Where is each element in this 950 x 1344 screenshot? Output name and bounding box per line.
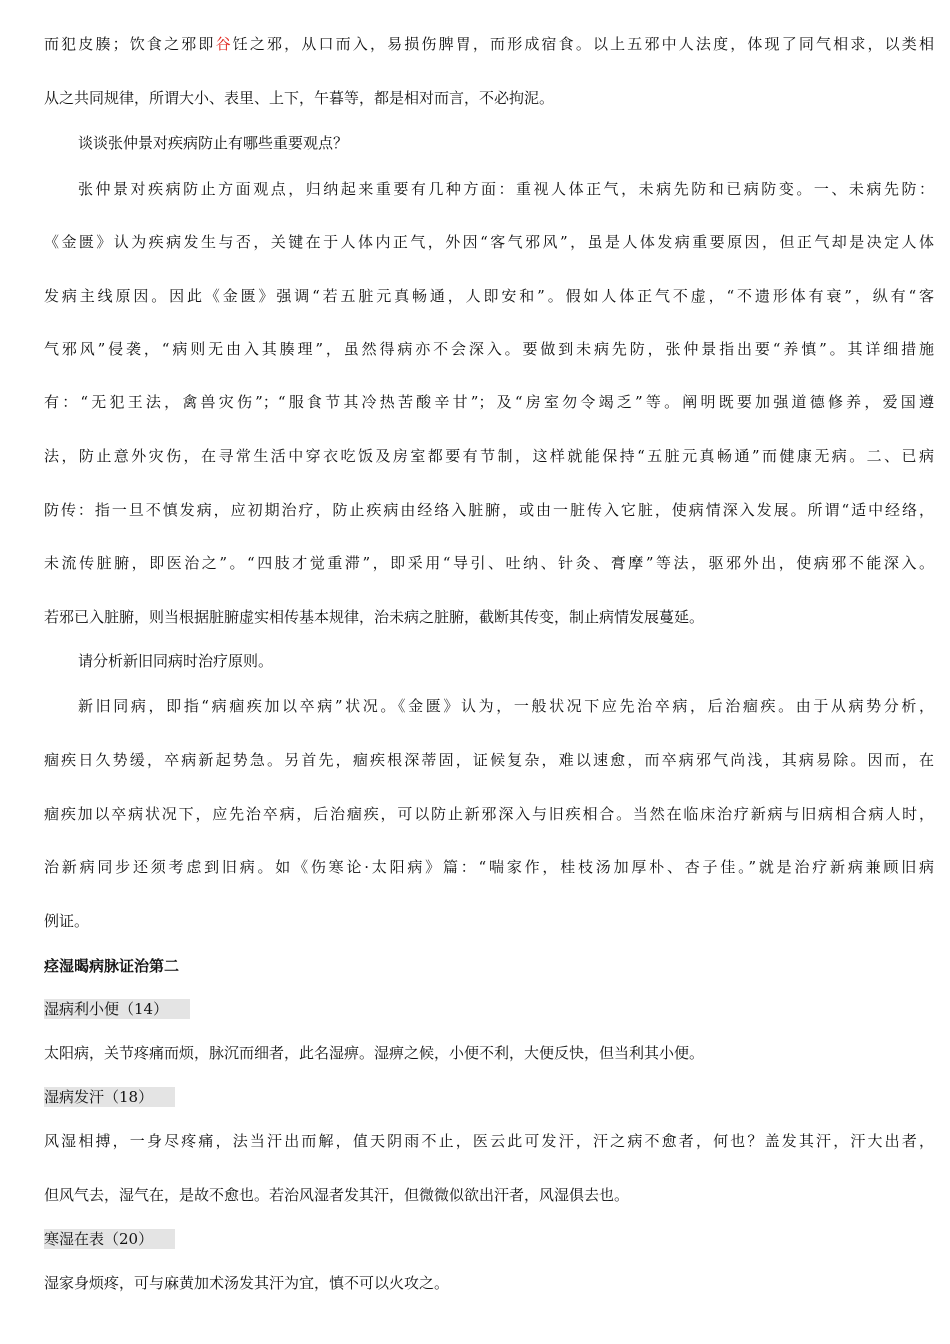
answer-line: 未流传脏腑，即医治之”。“四肢才觉重滞”，即采用“导引、吐纳、针灸、膏摩”等法，驱邪外出，使病邪不能深入。	[44, 554, 934, 572]
answer-line: 发病主线原因。因此《金匮》强调“若五脏元真畅通，人即安和”。假如人体正气不虚，“不遗形体有衰”，纵有“客	[44, 287, 934, 305]
answer-line: 痼疾日久势缓，卒病新起势急。另首先，痼疾根深蒂固，证候复杂，难以速愈，而卒病邪气尚浅，其病易除。因而，在	[44, 751, 934, 769]
item-label	[44, 999, 934, 1019]
item-label	[44, 1229, 934, 1249]
answer-line: 若邪已入脏腑，则当根据脏腑虚实相传基本规律，治未病之脏腑，截断其传变，制止病情发展蔓延。	[44, 608, 705, 626]
item-label-text: 湿病利小便（14）	[44, 999, 190, 1019]
item-text-line: 但风气去，湿气在，是故不愈也。若治风湿者发其汗，但微微似欲出汗者，风湿俱去也。	[44, 1186, 630, 1204]
item-label-text: 寒湿在表（20）	[44, 1229, 175, 1249]
text-line: 从之共同规律，所谓大小、表里、上下，午暮等，都是相对而言，不必拘泥。	[44, 89, 555, 107]
text-segment: 而犯皮腠；饮食之邪即	[44, 35, 216, 53]
answer-line: 张仲景对疾病防止方面观点，归纳起来重要有几种方面：重视人体正气，未病先防和已病防变。一、未病先防：	[78, 180, 934, 198]
answer-line: 气邪风”侵袭，“病则无由入其腠理”，虽然得病亦不会深入。要做到未病先防，张仲景指出要“养慎”。其详细措施	[44, 340, 934, 358]
answer-line: 法，防止意外灾伤，在寻常生活中穿衣吃饭及房室都要有节制，这样就能保持“五脏元真畅通”而健康无病。二、已病	[44, 447, 934, 465]
answer-line: 例证。	[44, 912, 90, 930]
item-label	[44, 1087, 934, 1107]
item-label-text: 湿病发汗（18）	[44, 1087, 175, 1107]
answer-line: 新旧同病，即指“病痼疾加以卒病”状况。《金匮》认为，一般状况下应先治卒病，后治痼疾。由于从病势分析，	[78, 697, 934, 715]
answer-line: 痼疾加以卒病状况下，应先治卒病，后治痼疾，可以防止新邪深入与旧疾相合。当然在临床治疗新病与旧病相合病人时，	[44, 805, 934, 823]
item-text-line: 湿家身烦疼，可与麻黄加术汤发其汗为宜，慎不可以火攻之。	[44, 1274, 450, 1292]
answer-line: 《金匮》认为疾病发生与否，关键在于人体内正气，外因“客气邪风”，虽是人体发病重要原因，但正气却是决定人体	[44, 233, 934, 251]
chapter-title: 痉湿暍病脉证治第二	[44, 957, 180, 975]
text-line	[44, 34, 934, 54]
answer-line: 有：“无犯王法，禽兽灾伤”；“服食节其冷热苦酸辛甘”；及“房室勿令竭乏”等。阐明既要加强道德修养，爱国遵	[44, 393, 934, 411]
answer-line: 防传：指一旦不慎发病，应初期治疗，防止疾病由经络入脏腑，或由一脏传入它脏，使病情深入发展。所谓“适中经络，	[44, 501, 934, 519]
highlighted-character: 谷	[215, 35, 233, 53]
item-text-line: 太阳病，关节疼痛而烦，脉沉而细者，此名湿痹。湿痹之候，小便不利，大便反快，但当利其小便。	[44, 1044, 705, 1062]
question-heading: 请分析新旧同病时治疗原则。	[78, 652, 274, 670]
question-heading: 谈谈张仲景对疾病防止有哪些重要观点？	[78, 134, 349, 152]
item-text-line: 风湿相搏，一身尽疼痛，法当汗出而解，值天阴雨不止，医云此可发汗，汗之病不愈者，何也？盖发其汗，汗大出者，	[44, 1132, 934, 1150]
text-segment: 饪之邪，从口而入，易损伤脾胃，而形成宿食。以上五邪中人法度，体现了同气相求，以类相	[232, 35, 934, 53]
answer-line: 治新病同步还须考虑到旧病。如《伤寒论·太阳病》篇：“喘家作，桂枝汤加厚朴、杏子佳。”就是治疗新病兼顾旧病	[44, 858, 934, 876]
